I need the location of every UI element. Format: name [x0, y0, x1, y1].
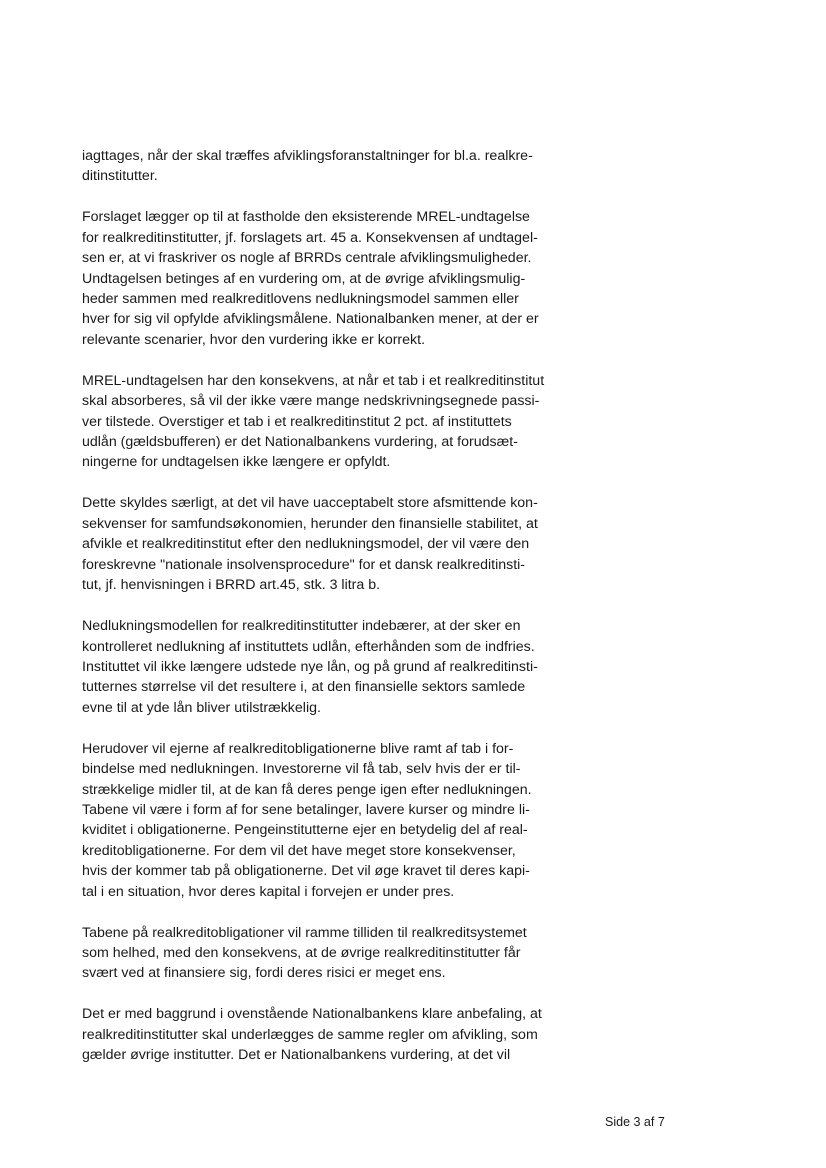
- text-line: skal absorberes, så vil der ikke være mange nedskrivningsegnede passi-: [82, 393, 540, 410]
- page-number: Side 3 af 7: [605, 1115, 665, 1129]
- paragraph: [82, 739, 582, 902]
- text-line: som helhed, med den konsekvens, at de øvrige realkreditinstitutter får: [82, 944, 521, 961]
- text-line: Undtagelsen betinges af en vurdering om, at de øvrige afviklingsmulig-: [82, 270, 526, 287]
- text-line: kontrolleret nedlukning af instituttets udlån, efterhånden som de indfries.: [82, 638, 535, 655]
- paragraph: [82, 923, 582, 984]
- paragraph: [82, 146, 582, 187]
- text-line: Tabene på realkreditobligationer vil ramme tilliden til realkreditsystemet: [82, 924, 527, 941]
- text-line: Nedlukningsmodellen for realkreditinstitutter indebærer, at der sker en: [82, 618, 521, 635]
- text-line: ditinstitutter.: [82, 168, 158, 185]
- paragraph: [82, 493, 582, 595]
- text-line: realkreditinstitutter skal underlægges de samme regler om afvikling, som: [82, 1026, 538, 1043]
- paragraph: [82, 1004, 582, 1065]
- text-line: Herudover vil ejerne af realkreditobligationerne blive ramt af tab i for-: [82, 740, 514, 757]
- text-line: bindelse med nedlukningen. Investorerne vil få tab, selv hvis der er til-: [82, 761, 521, 778]
- text-line: kviditet i obligationerne. Pengeinstitutterne ejer en betydelig del af real-: [82, 822, 528, 839]
- text-line: Forslaget lægger op til at fastholde den eksisterende MREL-undtagelse: [82, 209, 530, 226]
- paragraph: [82, 207, 582, 350]
- text-line: tal i en situation, hvor deres kapital i forvejen er under pres.: [82, 883, 455, 900]
- text-line: sen er, at vi fraskriver os nogle af BRRDs centrale afviklingsmuligheder.: [82, 250, 532, 267]
- text-line: heder sammen med realkreditlovens nedlukningsmodel sammen eller: [82, 291, 519, 308]
- text-line: Instituttet vil ikke længere udstede nye lån, og på grund af realkreditinsti-: [82, 658, 538, 675]
- body-text: [82, 146, 582, 1086]
- text-line: tut, jf. henvisningen i BRRD art.45, stk. 3 litra b.: [82, 577, 381, 594]
- text-line: iagttages, når der skal træffes afviklingsforanstaltninger for bl.a. realkre-: [82, 148, 533, 164]
- text-line: hver for sig vil opfylde afviklingsmålene. Nationalbanken mener, at der er: [82, 311, 539, 328]
- text-line: relevante scenarier, hvor den vurdering ikke er korrekt.: [82, 331, 426, 348]
- text-line: foreskrevne "nationale insolvensprocedure" for et dansk realkreditinsti-: [82, 556, 526, 573]
- text-line: tutternes størrelse vil det resultere i, at den finansielle sektors samlede: [82, 679, 526, 696]
- text-line: strækkelige midler til, at de kan få deres penge igen efter nedlukningen.: [82, 781, 532, 798]
- text-line: sekvenser for samfundsøkonomien, herunder den finansielle stabilitet, at: [82, 515, 538, 532]
- text-line: evne til at yde lån bliver utilstrækkelig.: [82, 699, 321, 716]
- text-line: ver tilstede. Overstiger et tab i et realkreditinstitut 2 pct. af instituttets: [82, 413, 512, 430]
- text-line: MREL-undtagelsen har den konsekvens, at når et tab i et realkreditinstitut: [82, 372, 545, 389]
- text-line: Det er med baggrund i ovenstående Nationalbankens klare anbefaling, at: [82, 1006, 542, 1023]
- text-line: kreditobligationerne. For dem vil det have meget store konsekvenser,: [82, 842, 516, 859]
- text-line: afvikle et realkreditinstitut efter den nedlukningsmodel, der vil være den: [82, 536, 530, 553]
- text-line: hvis der kommer tab på obligationerne. Det vil øge kravet til deres kapi-: [82, 863, 530, 880]
- text-line: udlån (gældsbufferen) er det Nationalbankens vurdering, at forudsæt-: [82, 434, 518, 451]
- text-line: for realkreditinstitutter, jf. forslagets art. 45 a. Konsekvensen af undtagel-: [82, 229, 538, 246]
- text-line: Tabene vil være i form af for sene betalinger, lavere kurser og mindre li-: [82, 801, 530, 818]
- text-line: ningerne for undtagelsen ikke længere er opfyldt.: [82, 454, 391, 471]
- paragraph: [82, 616, 582, 718]
- text-line: svært ved at finansiere sig, fordi deres risici er meget ens.: [82, 965, 446, 982]
- text-line: Dette skyldes særligt, at det vil have uacceptabelt store afsmittende kon-: [82, 495, 538, 512]
- paragraph: [82, 371, 582, 473]
- text-line: gælder øvrige institutter. Det er Nationalbankens vurdering, at det vil: [82, 1047, 511, 1064]
